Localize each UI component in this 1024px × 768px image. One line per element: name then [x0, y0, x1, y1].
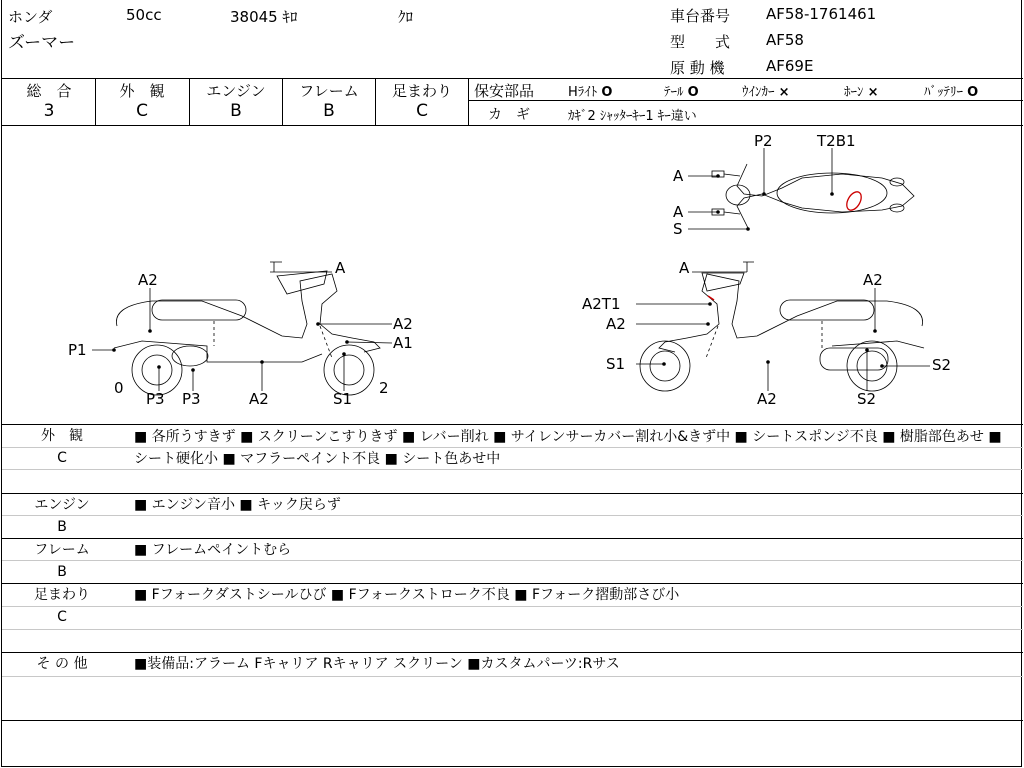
label-left-p1: P1: [68, 341, 87, 359]
label-right-a2-bottom: A2: [757, 390, 777, 408]
chassis-label: 車台番号: [670, 7, 731, 25]
damage-diagram: [2, 126, 1023, 424]
label-left-a2-bottom: A2: [249, 390, 269, 408]
label-left-s1: S1: [333, 390, 353, 408]
label-right-s2-bottom: S2: [857, 390, 877, 408]
type-label: 型 式: [670, 33, 731, 51]
label-p2: P2: [754, 132, 773, 150]
label-left-a2-front: A2: [393, 315, 413, 333]
label-left-p3a: P3: [146, 390, 165, 408]
label-right-s2-rear: S2: [932, 356, 952, 374]
label-t2b1: T2B1: [817, 132, 856, 150]
section-frame-text: ■ フレームペイントむら: [134, 542, 292, 558]
section-other-text: ■装備品:アラーム Fキャリア Rキャリア スクリーン ■カスタムパーツ:Rサス: [134, 656, 620, 672]
engine-value: AF69E: [766, 57, 814, 75]
engine-label: 原 動 機: [670, 59, 725, 77]
label-right-a2-front: A2: [606, 315, 626, 333]
key-value: ｶｷﾞ2 ｼｬｯﾀｰｷｰ1 ｷｰ違い: [568, 109, 697, 124]
color: ｸﾛ: [398, 8, 414, 26]
section-suspension-text: ■ Fフォークダストシールひび ■ Fフォークストローク不良 ■ Fフォーク摺動部さび小: [134, 587, 680, 603]
section-engine-text: ■ エンジン音小 ■ キック戻らず: [134, 497, 341, 513]
label-left-p3b: P3: [182, 390, 201, 408]
label-right-a2-seat: A2: [863, 271, 883, 289]
displacement: 50cc: [126, 6, 162, 24]
key-label: カ ギ: [488, 107, 530, 123]
section-frame-label: フレーム B: [34, 542, 90, 580]
inspection-sheet: ホンダ 50cc 38045 ｷﾛ ｸﾛ ズーマー 車台番号 AF58-1761461 型 式 AF58 原 動 機 AF69E 総 合 3 外 観 C エンジン B フレーム B 足まわり C 保安部品 Hﾗｲﾄ O ﾃｰﾙ O ｳｲﾝｶｰ × ﾎｰﾝ × ﾊﾞｯﾃﾘｰ O カ ギ ｶｷﾞ2 ｼｬｯﾀｰｷｰ1 ｷｰ違い P2 T2B1 A A S A2 A A2 A1 P1 0 P3 P3 A2 S1 2 A A2 A2T1 A2 S1 S2 A2 S2 外 観 C ■ 各所うすきず ■ スクリーンこすりきず ■ レバー削れ ■ サイレンサーカバー割れ小&きず中 ■ シートスポンジ不良 ■ 樹脂部色あせ ■ シート硬化小 ■ マフラーペイント不良 ■ シート色あせ中 エンジン B ■ エンジン音小 ■ キック戻らず フレーム B ■ フレームペイントむら 足まわり C ■ Fフォークダストシールひび ■ Fフォークストローク不良 ■ Fフォーク摺動部さび小 そ の 他 ■装備品:アラーム Fキャリア Rキャリア スクリーン ■カスタムパーツ:Rサス: [1, 0, 1022, 767]
label-a-top1: A: [673, 167, 684, 185]
mileage: 38045 ｷﾛ: [230, 8, 298, 26]
safety-item-winker: ｳｲﾝｶｰ ×: [742, 85, 790, 100]
label-right-a: A: [679, 259, 690, 277]
label-left-a: A: [335, 259, 346, 277]
type-value: AF58: [766, 31, 804, 49]
label-left-a2-seat: A2: [138, 271, 158, 289]
safety-item-battery: ﾊﾞｯﾃﾘｰ O: [924, 85, 979, 100]
safety-item-headlight: Hﾗｲﾄ O: [568, 85, 613, 100]
top-view-scooter-icon: [712, 164, 914, 230]
model-name: ズーマー: [8, 33, 76, 53]
chassis-value: AF58-1761461: [766, 5, 877, 23]
label-right-a2t1: A2T1: [582, 295, 621, 313]
safety-item-tail: ﾃｰﾙ O: [664, 85, 699, 100]
label-left-a1: A1: [393, 334, 413, 352]
label-right-s1: S1: [606, 355, 626, 373]
section-exterior-text: ■ 各所うすきず ■ スクリーンこすりきず ■ レバー削れ ■ サイレンサーカバー割れ小&きず中 ■ シートスポンジ不良 ■ 樹脂部色あせ ■ シート硬化小 ■ マフラーペイント不良 ■ シート色あせ中: [134, 429, 1002, 467]
section-engine-label: エンジン B: [34, 497, 90, 535]
label-left-2: 2: [379, 379, 389, 397]
label-s-top: S: [673, 220, 683, 238]
section-suspension-label: 足まわり C: [34, 587, 90, 625]
section-exterior-label: 外 観 C: [41, 428, 83, 466]
maker: ホンダ: [8, 8, 53, 26]
label-a-top2: A: [673, 203, 684, 221]
label-left-0: 0: [114, 379, 124, 397]
safety-label: 保安部品: [474, 82, 535, 100]
safety-item-horn: ﾎｰﾝ ×: [844, 85, 879, 100]
section-other-label: そ の 他: [36, 656, 88, 672]
